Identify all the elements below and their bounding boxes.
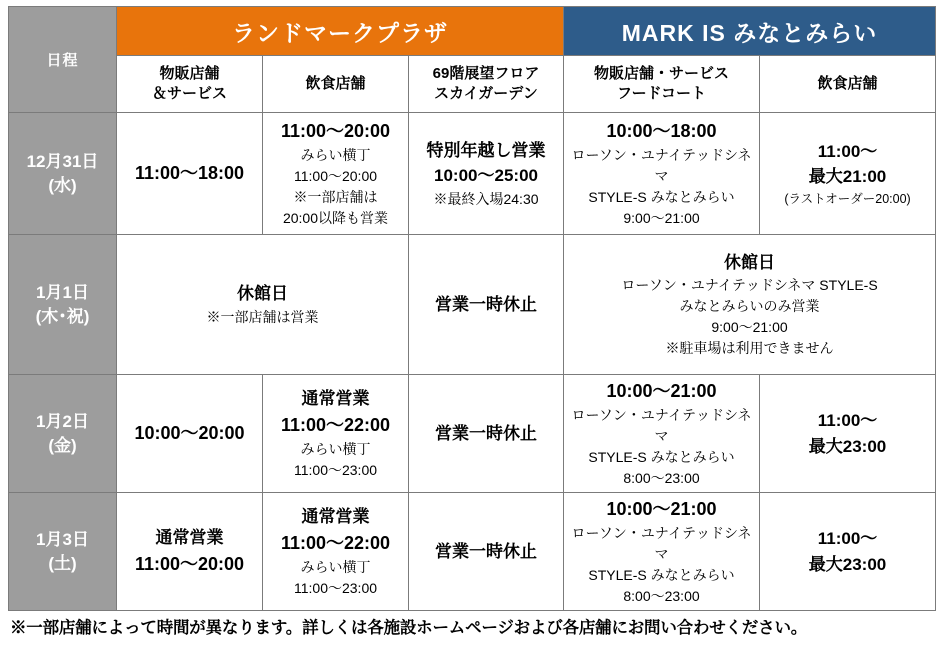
header-group-mark-is: MARK IS みなとみらい — [564, 7, 936, 56]
table-row — [9, 375, 936, 493]
cell-1231-lm-food-l5: 20:00以降も営業 — [282, 210, 389, 226]
cell-0103-sky-l1: 営業一時休止 — [435, 541, 537, 561]
table-row — [9, 493, 936, 611]
cell-1231-mi-retail-l1: 10:00〜18:00 — [606, 121, 717, 141]
cell-0101-lm-retail-food — [117, 235, 409, 375]
cell-1231-lm-retail — [117, 113, 263, 235]
cell-0103-mi-retail-l1: 10:00〜21:00 — [606, 499, 717, 519]
table-row — [9, 113, 936, 235]
cell-1231-lm-retail-l1: 11:00〜18:00 — [134, 163, 245, 183]
cell-0103-lm-retail — [117, 493, 263, 611]
cell-0103-lm-skygarden — [409, 493, 564, 611]
row-date-0102-line1: 1月2日 — [36, 411, 89, 431]
header-group-landmark-plaza: ランドマークプラザ — [117, 7, 564, 56]
cell-1231-mi-food-l3: (ラストオーダー20:00) — [784, 191, 911, 206]
cell-1231-mi-retail-l2: ローソン・ユナイテッドシネマ — [571, 147, 752, 184]
header-col-mi-food — [760, 56, 936, 113]
header-col-lm-retail-line1: 物販店舗 — [159, 64, 220, 82]
cell-0102-mi-food-l2: 最大23:00 — [808, 436, 887, 456]
cell-0103-lm-retail-l1: 通常営業 — [155, 528, 224, 548]
cell-0101-lm-l1: 休館日 — [237, 284, 288, 304]
cell-0103-mi-retail-l2: ローソン・ユナイテッドシネマ — [571, 525, 752, 562]
header-col-lm-skygarden-line1: 69階展望フロア — [432, 64, 540, 82]
cell-0102-lm-retail — [117, 375, 263, 493]
cell-0103-mi-retail-l4: 8:00〜23:00 — [623, 588, 700, 604]
cell-0103-mi-food-l1: 11:00〜 — [817, 529, 878, 548]
cell-0102-mi-food-l1: 11:00〜 — [817, 411, 878, 430]
header-col-lm-food — [263, 56, 409, 113]
row-date-0101-line2: (木･祝) — [35, 306, 90, 326]
cell-0103-lm-retail-l2: 11:00〜20:00 — [134, 553, 245, 574]
cell-1231-lm-skygarden — [409, 113, 564, 235]
row-date-label-0103 — [9, 493, 117, 611]
cell-0102-mi-retail-l2: ローソン・ユナイテッドシネマ — [571, 407, 752, 444]
cell-1231-mi-retail-l4: 9:00〜21:00 — [623, 210, 700, 226]
cell-0101-mi-l1: 休館日 — [724, 252, 776, 272]
header-col-mi-retail-line2: フードコート — [617, 85, 706, 102]
header-col-lm-skygarden — [409, 56, 564, 113]
table-row — [9, 235, 936, 375]
cell-1231-lm-food-l2: みらい横丁 — [300, 147, 371, 163]
cell-0101-mi-l2: ローソン・ユナイテッドシネマ STYLE-S — [621, 277, 878, 294]
row-date-0102-line2: (金) — [48, 435, 77, 455]
header-col-mi-retail — [564, 56, 760, 113]
cell-0102-lm-food-l2: 11:00〜22:00 — [280, 414, 391, 435]
header-col-lm-retail-line2: ＆サービス — [151, 85, 227, 102]
table-header-group-row — [9, 7, 936, 56]
cell-0102-lm-food — [263, 375, 409, 493]
header-col-mi-food-line1: 飲食店舗 — [817, 74, 878, 92]
cell-0101-mi-all — [564, 235, 936, 375]
cell-1231-lm-food-l1: 11:00〜20:00 — [280, 121, 391, 141]
header-col-lm-retail — [117, 56, 263, 113]
cell-0101-sky-l1: 営業一時休止 — [435, 294, 537, 314]
holiday-hours-table — [8, 6, 936, 611]
row-date-0101-line1: 1月1日 — [36, 282, 89, 302]
cell-0102-mi-retail — [564, 375, 760, 493]
cell-1231-lm-food-l4: ※一部店舗は — [293, 189, 378, 205]
cell-0103-lm-food-l1: 通常営業 — [301, 507, 370, 527]
cell-1231-sky-l2: 10:00〜25:00 — [434, 166, 538, 185]
cell-0101-lm-skygarden — [409, 235, 564, 375]
row-date-1231-line2: (水) — [48, 175, 77, 195]
cell-0103-mi-food — [760, 493, 936, 611]
cell-0102-lm-skygarden — [409, 375, 564, 493]
cell-1231-lm-food — [263, 113, 409, 235]
cell-0101-mi-l3: みなとみらいのみ営業 — [679, 298, 820, 315]
header-date-label: 日程 — [9, 7, 117, 113]
cell-0103-lm-food-l2: 11:00〜22:00 — [280, 532, 391, 553]
cell-0101-lm-l2: ※一部店舗は営業 — [206, 308, 319, 325]
cell-0102-mi-retail-l1: 10:00〜21:00 — [606, 381, 717, 401]
cell-0101-mi-l5: ※駐車場は利用できません — [665, 340, 834, 357]
cell-0102-sky-l1: 営業一時休止 — [435, 423, 537, 443]
row-date-1231-line1: 12月31日 — [26, 151, 99, 171]
cell-0103-mi-retail-l3: STYLE-S みなとみらい — [588, 567, 735, 583]
cell-1231-sky-l3: ※最終入場24:30 — [433, 190, 539, 207]
cell-1231-sky-l1: 特別年越し営業 — [426, 140, 546, 160]
cell-0102-mi-food — [760, 375, 936, 493]
cell-1231-mi-food-l2: 最大21:00 — [808, 167, 887, 187]
cell-0102-lm-food-l1: 通常営業 — [301, 389, 370, 409]
row-date-0103-line1: 1月3日 — [36, 529, 89, 549]
cell-0103-mi-retail — [564, 493, 760, 611]
cell-1231-mi-food — [760, 113, 936, 235]
cell-0102-lm-retail-l1: 10:00〜20:00 — [134, 423, 245, 443]
cell-0101-mi-l4: 9:00〜21:00 — [711, 319, 788, 336]
footnote: ※一部店舗によって時間が異なります。詳しくは各施設ホームページおよび各店舗にお問い合わせください。 — [10, 619, 808, 637]
cell-0102-lm-food-l3: みらい横丁 — [300, 440, 371, 457]
row-date-label-0101 — [9, 235, 117, 375]
cell-1231-mi-retail — [564, 113, 760, 235]
cell-0103-lm-food-l4: 11:00〜23:00 — [293, 579, 378, 596]
row-date-label-1231 — [9, 113, 117, 235]
cell-0103-lm-food-l3: みらい横丁 — [300, 558, 371, 575]
cell-1231-mi-food-l1: 11:00〜 — [817, 141, 878, 161]
cell-0103-mi-food-l2: 最大23:00 — [808, 554, 887, 574]
cell-1231-mi-retail-l3: STYLE-S みなとみらい — [588, 189, 735, 205]
row-date-0103-line2: (土) — [48, 553, 77, 573]
cell-0102-mi-retail-l4: 8:00〜23:00 — [623, 470, 700, 486]
cell-0103-lm-food — [263, 493, 409, 611]
cell-1231-lm-food-l3: 11:00〜20:00 — [293, 168, 378, 184]
table-header-column-row — [9, 56, 936, 113]
header-col-lm-food-line1: 飲食店舗 — [305, 74, 366, 92]
header-col-mi-retail-line1: 物販店舗・サービス — [594, 64, 730, 82]
header-col-lm-skygarden-line2: スカイガーデン — [434, 85, 538, 102]
cell-0102-lm-food-l4: 11:00〜23:00 — [293, 461, 378, 478]
row-date-label-0102 — [9, 375, 117, 493]
cell-0102-mi-retail-l3: STYLE-S みなとみらい — [588, 449, 735, 465]
